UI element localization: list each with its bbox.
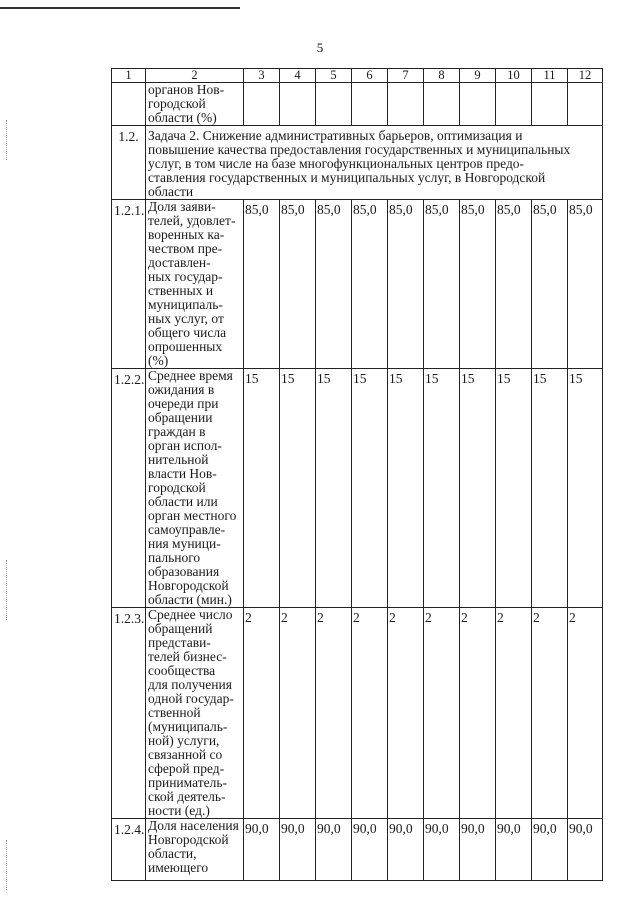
indicator-value: 2 [568,608,603,819]
column-header: 7 [388,69,424,83]
indicator-value: 15 [316,369,352,608]
indicator-value: 90,0 [244,819,280,881]
header-row [112,69,603,83]
scan-edge-mark [6,840,8,890]
scan-edge-mark [6,560,8,620]
indicator-value: 2 [316,608,352,819]
indicator-value: 2 [280,608,316,819]
indicator-value: 2 [460,608,496,819]
indicator-value: 85,0 [496,200,532,369]
row-number: 1.2.3. [112,608,146,819]
column-header: 11 [532,69,568,83]
indicator-name: Среднее число обращений представи- телей бизнес- сообщества для получения одной государ- ственной (муниципаль- ной) услуги, связанной со сферой пред- приниматель- ской деятель- ности (ед.) [146,608,244,819]
indicator-value: 90,0 [352,819,388,881]
indicator-name: Доля населения Новгородской области, имеющего [146,819,244,881]
indicator-name: Доля заяви- телей, удовлет- воренных ка- чеством пре- доставлен- ных государ- ственных и муниципаль- ных услуг, от общего числа опрошенных (%) [146,200,244,369]
continuation-row [112,83,603,126]
indicator-row [112,200,603,369]
indicator-value: 90,0 [424,819,460,881]
indicator-value: 85,0 [388,200,424,369]
indicator-row [112,819,603,881]
indicator-value: 85,0 [352,200,388,369]
column-header: 5 [316,69,352,83]
indicator-value: 90,0 [388,819,424,881]
indicator-value: 90,0 [496,819,532,881]
row-number: 1.2.4. [112,819,146,881]
column-header: 6 [352,69,388,83]
task-number: 1.2. [112,126,146,200]
indicator-value: 85,0 [280,200,316,369]
indicators-table [111,68,603,881]
row-number-cell [112,83,146,126]
top-rule [0,7,240,9]
indicator-value: 2 [424,608,460,819]
indicator-value: 15 [568,369,603,608]
indicator-value: 85,0 [424,200,460,369]
indicator-value: 15 [532,369,568,608]
indicator-name-cell: органов Нов- городской области (%) [146,83,244,126]
indicator-value: 15 [244,369,280,608]
indicator-value: 85,0 [316,200,352,369]
indicator-value: 85,0 [460,200,496,369]
indicator-value: 2 [352,608,388,819]
column-header: 3 [244,69,280,83]
indicator-value: 85,0 [568,200,603,369]
row-number: 1.2.1. [112,200,146,369]
task-description: Задача 2. Снижение административных барьеров, оптимизация и повышение качества предоставления государственных и муниципальных услуг, в том числе на базе многофункциональных центров предо- ставления государственных и муниципальных услуг, в Новгородской области [146,126,603,200]
indicator-value: 15 [352,369,388,608]
scan-edge-mark [6,120,8,160]
column-header: 12 [568,69,603,83]
indicator-value: 90,0 [568,819,603,881]
indicator-value: 15 [424,369,460,608]
column-header: 4 [280,69,316,83]
indicator-value: 15 [460,369,496,608]
column-header: 2 [146,69,244,83]
page-number: 5 [316,40,324,55]
indicator-value: 2 [532,608,568,819]
indicator-row [112,608,603,819]
indicator-value: 2 [244,608,280,819]
column-header: 8 [424,69,460,83]
column-header: 9 [460,69,496,83]
indicator-value: 15 [280,369,316,608]
indicator-value: 85,0 [244,200,280,369]
indicator-value: 15 [496,369,532,608]
indicator-row [112,369,603,608]
indicator-value: 15 [388,369,424,608]
indicator-name: Среднее время ожидания в очереди при обращении граждан в орган испол- нительной власти Нов- городской области или орган местного самоуправле- ния муници- пального образования Новгородской области (мин.) [146,369,244,608]
indicator-value: 2 [388,608,424,819]
task-row [112,126,603,200]
indicator-value: 90,0 [316,819,352,881]
indicator-value: 90,0 [460,819,496,881]
column-header: 10 [496,69,532,83]
indicator-value: 90,0 [280,819,316,881]
indicator-value: 85,0 [532,200,568,369]
indicator-value: 2 [496,608,532,819]
indicator-value: 90,0 [532,819,568,881]
row-number: 1.2.2. [112,369,146,608]
column-header: 1 [112,69,146,83]
